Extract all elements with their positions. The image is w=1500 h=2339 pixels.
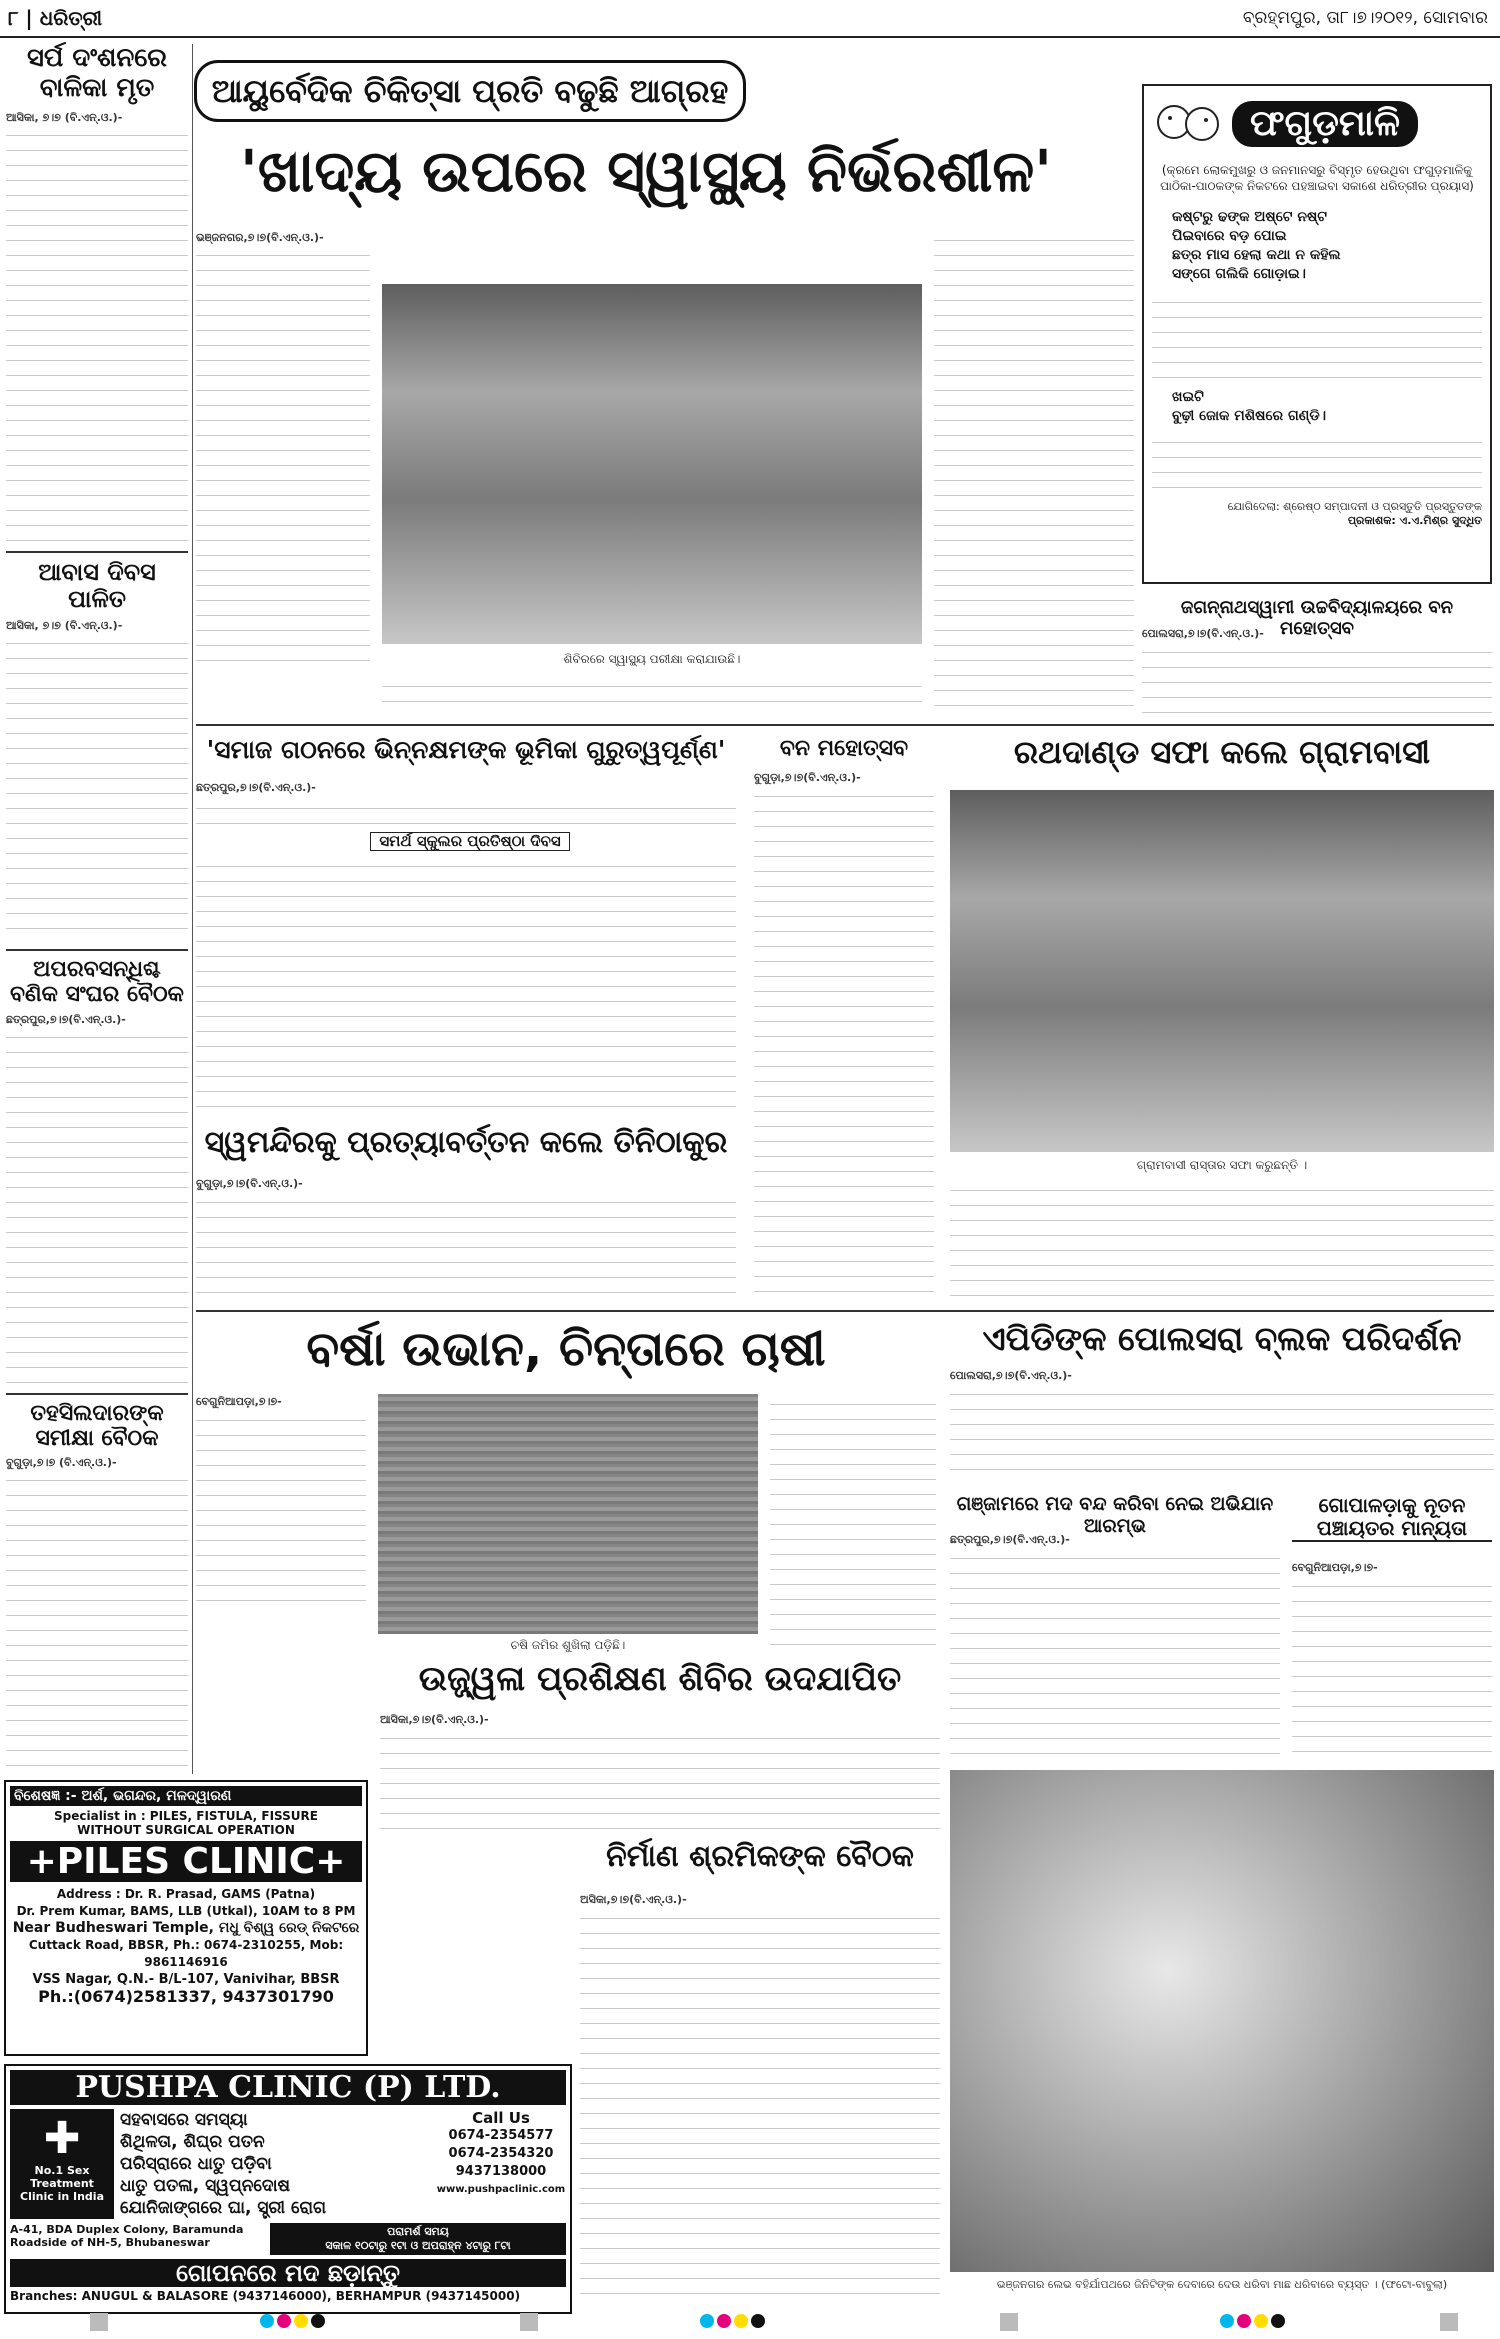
barsha-dateline: ବେଗୁନିଆପଡ଼ା,୭।୭- xyxy=(196,1395,282,1408)
pushpa-line: ଧାତୁ ପତଳା, ସ୍ୱପ୍ନଦୋଷ xyxy=(120,2176,291,2196)
left-column xyxy=(6,44,188,1774)
pushpa-line: ସହବାସରେ ସମସ୍ୟା xyxy=(120,2110,248,2130)
two-faces-icon xyxy=(1152,94,1222,154)
barsha-caption: ଚଷି ଜମିର ଶୁଖିଲା ପଡ଼ିଛି। xyxy=(510,1638,626,1652)
pushpa-line: ଯୋନିଜାଙ୍ଗରେ ଘା, ସ୍ତ୍ରୀ ରୋଗ xyxy=(120,2198,327,2218)
verse-line: ଛତ୍ର ମାସ ହେଲା କଥା ନ କହିଲ xyxy=(1172,247,1341,263)
pushpa-contact xyxy=(436,2109,566,2219)
housing-day-headline: ଆବାସ ଦିବସ ପାଳିତ xyxy=(38,557,156,614)
nirmana-headline: ନିର୍ମାଣ ଶ୍ରମିକଙ୍କ ବୈଠକ xyxy=(606,1839,914,1874)
fishing-caption: ଭଞ୍ଜନଗର ଲେଭ ବହିର୍ଯାପଥରେ ଜିନିଟିଙ୍କ ଦେବାରେ ଦେଉ ଧରିବା ମାଛ ଧରିବାରେ ବ୍ୟସ୍ତ । (ଫଟୋ-ବାବୁଲା) xyxy=(996,2278,1448,2291)
samaja-dateline: ଛତ୍ରପୁର,୭।୭(ବି.ଏନ୍.ଓ.)- xyxy=(196,781,316,794)
pushpa-name: PUSHPA CLINIC (P) LTD. xyxy=(10,2070,566,2105)
print-marks xyxy=(520,2313,540,2331)
traders-meeting-dateline: ଛତ୍ରପୁର,୭।୭(ବି.ଏନ୍.ଓ.)- xyxy=(6,1012,126,1026)
lead-photo-caption: ଶିବିରରେ ସ୍ୱାସ୍ଥ୍ୟ ପରୀକ୍ଷା କରାଯାଉଛି। xyxy=(563,652,741,666)
lead-kicker: ଆୟୁର୍ବେଦିକ ଚିକିତ୍ସା ପ୍ରତି ବଢୁଛି ଆଗ୍ରହ xyxy=(194,60,746,122)
pushpa-line: ପରିସ୍ରାରେ ଧାତୁ ପଡ଼ିବା xyxy=(120,2154,272,2174)
verse-2 xyxy=(1152,388,1482,426)
pushpa-address: A-41, BDA Duplex Colony, Baramunda Roadside of NH-5, Bhubaneswar xyxy=(10,2223,244,2249)
ad-specialist: Specialist in : PILES, FISTULA, FISSURE xyxy=(54,1809,318,1823)
traders-meeting-body xyxy=(6,1027,188,1387)
ad-line: Address : Dr. R. Prasad, GAMS (Patna) xyxy=(56,1887,316,1901)
swamandira-body xyxy=(196,1192,736,1304)
verse-line: ଖଇଟି xyxy=(1172,389,1204,405)
pushpa-consult xyxy=(270,2223,566,2255)
pushpa-side-text: No.1 Sex Treatment Clinic in India xyxy=(20,2164,104,2203)
vanamahotsav-body xyxy=(1142,642,1492,718)
snake-bite-body xyxy=(6,125,188,545)
divider xyxy=(6,949,188,951)
ujjwala-dateline: ଆସିକା,୭।୭(ବି.ଏନ୍.ଓ.)- xyxy=(380,1713,489,1726)
traders-meeting-headline: ଅପରବସନ୍ଧିଶ୍ଚ ବଣିକ ସଂଘର ବୈଠକ xyxy=(10,956,184,1008)
tahasildar-body xyxy=(6,1470,188,1770)
vanamahotsav-headline: ଜଗନ୍ନାଥସ୍ୱାମୀ ଉଚ୍ଚବିଦ୍ୟାଳୟରେ ବନ ମହୋତ୍ସବ xyxy=(1180,597,1454,639)
dateline: ବ୍ରହ୍ମପୁର, ତା୮।୭।୨୦୧୨, ସୋମବାର xyxy=(1242,8,1488,28)
verse-line: ବୁଢ଼ୀ ଜୋକ ମଶିଷରେ ଗଣ୍ଡି। xyxy=(1172,408,1326,424)
phone: 0674-2354320 xyxy=(448,2146,554,2161)
lead-photo xyxy=(382,284,922,644)
print-marks xyxy=(1440,2313,1460,2331)
snake-bite-dateline: ଆସିକା, ୭।୭ (ବି.ଏନ୍.ଓ.)- xyxy=(6,110,123,124)
samaja-headline: 'ସମାଜ ଗଠନରେ ଭିନ୍ନକ୍ଷମଙ୍କ ଭୂମିକା ଗୁରୁତ୍ୱପୂର୍ଣ୍ଣ' xyxy=(206,735,726,764)
ujjwala-body xyxy=(380,1728,940,1832)
rathadanda-photo xyxy=(950,790,1494,1152)
lead-dateline: ଭଞ୍ଜନଗର,୭।୭(ବି.ଏନ୍.ଓ.)- xyxy=(196,231,324,244)
fagudamali-intro: (କ୍ରମେ ଲୋକମୁଖରୁ ଓ ଜନମାନସରୁ ବିସ୍ମୃତ ହେଉଥିବା ଫଗୁଡ଼ମାଳିକୁ ପାଠିକା-ପାଠକଙ୍କ ନିକଟରେ ପହଞ୍ଚାଇବା ସକାଶେ ଧରିତ୍ରୀର ପ୍ରୟାସ) xyxy=(1160,163,1474,193)
pushpa-side xyxy=(10,2109,114,2219)
rathadanda-body xyxy=(950,1180,1494,1304)
lead-body-3 xyxy=(934,230,1134,716)
tahasildar-dateline: ବୁଗୁଡ଼ା,୭।୭ (ବି.ଏନ୍.ଓ.)- xyxy=(6,1456,117,1470)
ad-line: VSS Nagar, Q.N.- B/L-107, Vanivihar, BBSR xyxy=(32,1972,340,1987)
verse-2-explain xyxy=(1152,432,1482,492)
snake-bite-headline: ସର୍ପ ଦଂଶନରେ ବାଳିକା ମୃତ xyxy=(26,43,167,103)
section-rule xyxy=(196,724,1494,726)
section-rule xyxy=(196,1310,1494,1312)
consult-time: ସକାଳ ୧୦ଟାରୁ ୧ଟା ଓ ଅପରାହ୍ନ ୪ଟାରୁ ୮ଟା xyxy=(325,2239,511,2252)
barsha-body-1 xyxy=(196,1410,366,1610)
ad-specialist-2: WITHOUT SURGICAL OPERATION xyxy=(77,1823,295,1837)
samaja-body-1 xyxy=(196,798,736,828)
cross-icon: ✚ xyxy=(43,2113,81,2164)
gopal-dateline: ବେଗୁନିଆପଡ଼ା,୭।୭- xyxy=(1292,1561,1378,1574)
tahasildar-headline: ତହସିଲଦାରଙ୍କ ସମୀକ୍ଷା ବୈଠକ xyxy=(30,1400,164,1451)
verse-line: କଷ୍ଟରୁ ଢଙ୍କ ଅଷ୍ଟେ ନଷ୍ଟ xyxy=(1172,209,1328,225)
pushpa-line: ଶିଥିଳତା, ଶିଘ୍ର ପତନ xyxy=(120,2132,265,2152)
print-marks xyxy=(700,2313,768,2331)
print-marks xyxy=(90,2313,110,2331)
lead-body-2 xyxy=(382,676,922,716)
samaja-subhead: ସମର୍ଥ ସ୍କୁଲର ପ୍ରତିଷ୍ଠା ଦିବସ xyxy=(370,832,570,851)
ad-address xyxy=(10,1886,362,2005)
verse-line: ପିଇବାରେ ବଡ଼ ପୋଇ xyxy=(1172,228,1287,244)
divider xyxy=(6,1393,188,1395)
ad-specialist-oriya: ବିଶେଷଜ୍ଞ :- ଅର୍ଶ, ଭଗନ୍ଦର, ମଳଦ୍ୱାରଣ xyxy=(10,1786,362,1806)
samaja-body-2 xyxy=(196,856,736,1116)
vana2-dateline: ବୁଗୁଡ଼ା,୭।୭(ବି.ଏନ୍.ଓ.)- xyxy=(754,771,861,784)
barsha-photo xyxy=(378,1394,758,1634)
vana2-body xyxy=(754,786,934,1306)
ad-line: Near Budheswari Temple, ମଧୁ ବିଶ୍ୱ ରେଡ୍ ନିକଟରେ xyxy=(12,1920,360,1936)
verse-line: ସଙ୍ଗେ ଗଲିକି ଗୋଡ଼ାଇ। xyxy=(1172,266,1306,282)
fishing-photo xyxy=(950,1770,1494,2272)
ad-line: Cuttack Road, BBSR, Ph.: 0674-2310255, Mob: 9861146916 xyxy=(28,1938,344,1969)
pushpa-branches: Branches: ANUGUL & BALASORE (9437146000), BERHAMPUR (9437145000) xyxy=(10,2289,521,2303)
barsha-headline: ବର୍ଷା ଉଭାନ, ଚିନ୍ତାରେ ଚାଷୀ xyxy=(306,1321,826,1377)
pushpa-clinic-ad xyxy=(4,2064,572,2314)
print-marks xyxy=(1220,2313,1288,2331)
credit-1: ଯୋଗିଦେଲା: ଶ୍ରେଷ୍ଠ ସମ୍ପାଦନୀ ଓ ପ୍ରସ୍ତୁତି ପ୍ରସ୍ତୁତଙ୍କ xyxy=(1227,500,1482,513)
fagudamali-box xyxy=(1142,84,1492,584)
call-us-label: Call Us xyxy=(472,2109,530,2127)
column-rule xyxy=(192,44,193,1774)
consult-label: ପରାମର୍ଶ ସମୟ xyxy=(387,2225,449,2238)
phone: 0674-2354577 xyxy=(448,2128,554,2143)
verse-1 xyxy=(1152,208,1482,284)
print-marks xyxy=(260,2313,328,2331)
swamandira-dateline: ବୁଗୁଡ଼ା,୭।୭(ବି.ଏନ୍.ଓ.)- xyxy=(196,1177,303,1190)
nirmana-dateline: ଅସିକା,୭।୭(ବି.ଏନ୍.ଓ.)- xyxy=(580,1893,687,1906)
print-marks xyxy=(1000,2313,1020,2331)
rathadanda-caption: ଗ୍ରାମବାସୀ ରାସ୍ତାର ସଫା କରୁଛନ୍ତି । xyxy=(1136,1158,1308,1172)
housing-day-dateline: ଆସିକା, ୭।୭ (ବି.ଏନ୍.ଓ.)- xyxy=(6,618,123,632)
lead-col-1 xyxy=(196,230,370,670)
fagudamali-title: ଫଗୁଡ଼ମାଳି xyxy=(1232,101,1418,147)
ganjam-headline: ଗଞ୍ଜାମରେ ମଦ ବନ୍ଦ କରିବା ନେଇ ଅଭିଯାନ ଆରମ୍ଭ xyxy=(956,1493,1274,1537)
apid-dateline: ପୋଲସରା,୭।୭(ବି.ଏନ୍.ଓ.)- xyxy=(950,1369,1072,1382)
ganjam-body xyxy=(950,1548,1280,1758)
ujjwala-headline: ଉଜ୍ଜ୍ୱଳା ପ୍ରଶିକ୍ଷଣ ଶିବିର ଉଦଯାପିତ xyxy=(418,1659,902,1699)
credit-2: ପ୍ରକାଶକ: ଏ.ଏ.ମିଶ୍ର ସୁଦ୍ଧିତ xyxy=(1347,514,1482,527)
phone: 9437138000 xyxy=(455,2164,547,2179)
lead-body-1 xyxy=(196,245,370,665)
barsha-body-2 xyxy=(770,1394,936,1654)
nirmana-body xyxy=(580,1908,940,2308)
ad-line: Ph.:(0674)2581337, 9437301790 xyxy=(38,1987,334,2006)
rathadanda-headline: ରଥଦାଣ୍ଡ ସଫା କଲେ ଗ୍ରାମବାସୀ xyxy=(1013,733,1431,771)
website: www.pushpaclinic.com xyxy=(436,2184,566,2195)
page-number: ୮ | ଧରିତ୍ରୀ xyxy=(8,6,103,30)
housing-day-body xyxy=(6,633,188,943)
divider xyxy=(6,551,188,553)
apid-body xyxy=(950,1384,1494,1484)
pushpa-list xyxy=(114,2109,436,2219)
vana2-headline: ବନ ମହୋତ୍ସବ xyxy=(779,736,909,761)
ad-line: Dr. Prem Kumar, BAMS, LLB (Utkal), 10AM to 8 PM xyxy=(16,1904,356,1918)
apid-headline: ଏପିଡିଙ୍କ ପୋଲସରା ବ୍ଲକ ପରିଦର୍ଶନ xyxy=(982,1319,1462,1358)
piles-clinic-ad xyxy=(4,1780,368,2056)
pushpa-slogan: ଗୋପନରେ ମଦ ଛଡ଼ାନ୍ତୁ xyxy=(10,2259,566,2287)
ad-clinic-name: +PILES CLINIC+ xyxy=(10,1841,362,1882)
vanamahotsav-dateline: ପୋଲସରା,୭।୭(ବି.ଏନ୍.ଓ.)- xyxy=(1142,627,1264,640)
ganjam-dateline: ଛତ୍ରପୁର,୭।୭(ବି.ଏନ୍.ଓ.)- xyxy=(950,1533,1070,1546)
lead-headline: 'ଖାଦ୍ୟ ଉପରେ ସ୍ୱାସ୍ଥ୍ୟ ନିର୍ଭରଶୀଳ' xyxy=(239,137,1053,205)
page-header xyxy=(0,0,1500,38)
swamandira-headline: ସ୍ୱମନ୍ଦିରକୁ ପ୍ରତ୍ୟାବର୍ତ୍ତନ କଲେ ତିନିଠାକୁର xyxy=(204,1125,728,1160)
gopal-headline: ଗୋପାଳଡ଼ାକୁ ନୂତନ ପଞ୍ଚାୟତର ମାନ୍ୟତା xyxy=(1292,1494,1492,1542)
gopal-body xyxy=(1292,1576,1492,1758)
verse-1-explain xyxy=(1152,292,1482,382)
